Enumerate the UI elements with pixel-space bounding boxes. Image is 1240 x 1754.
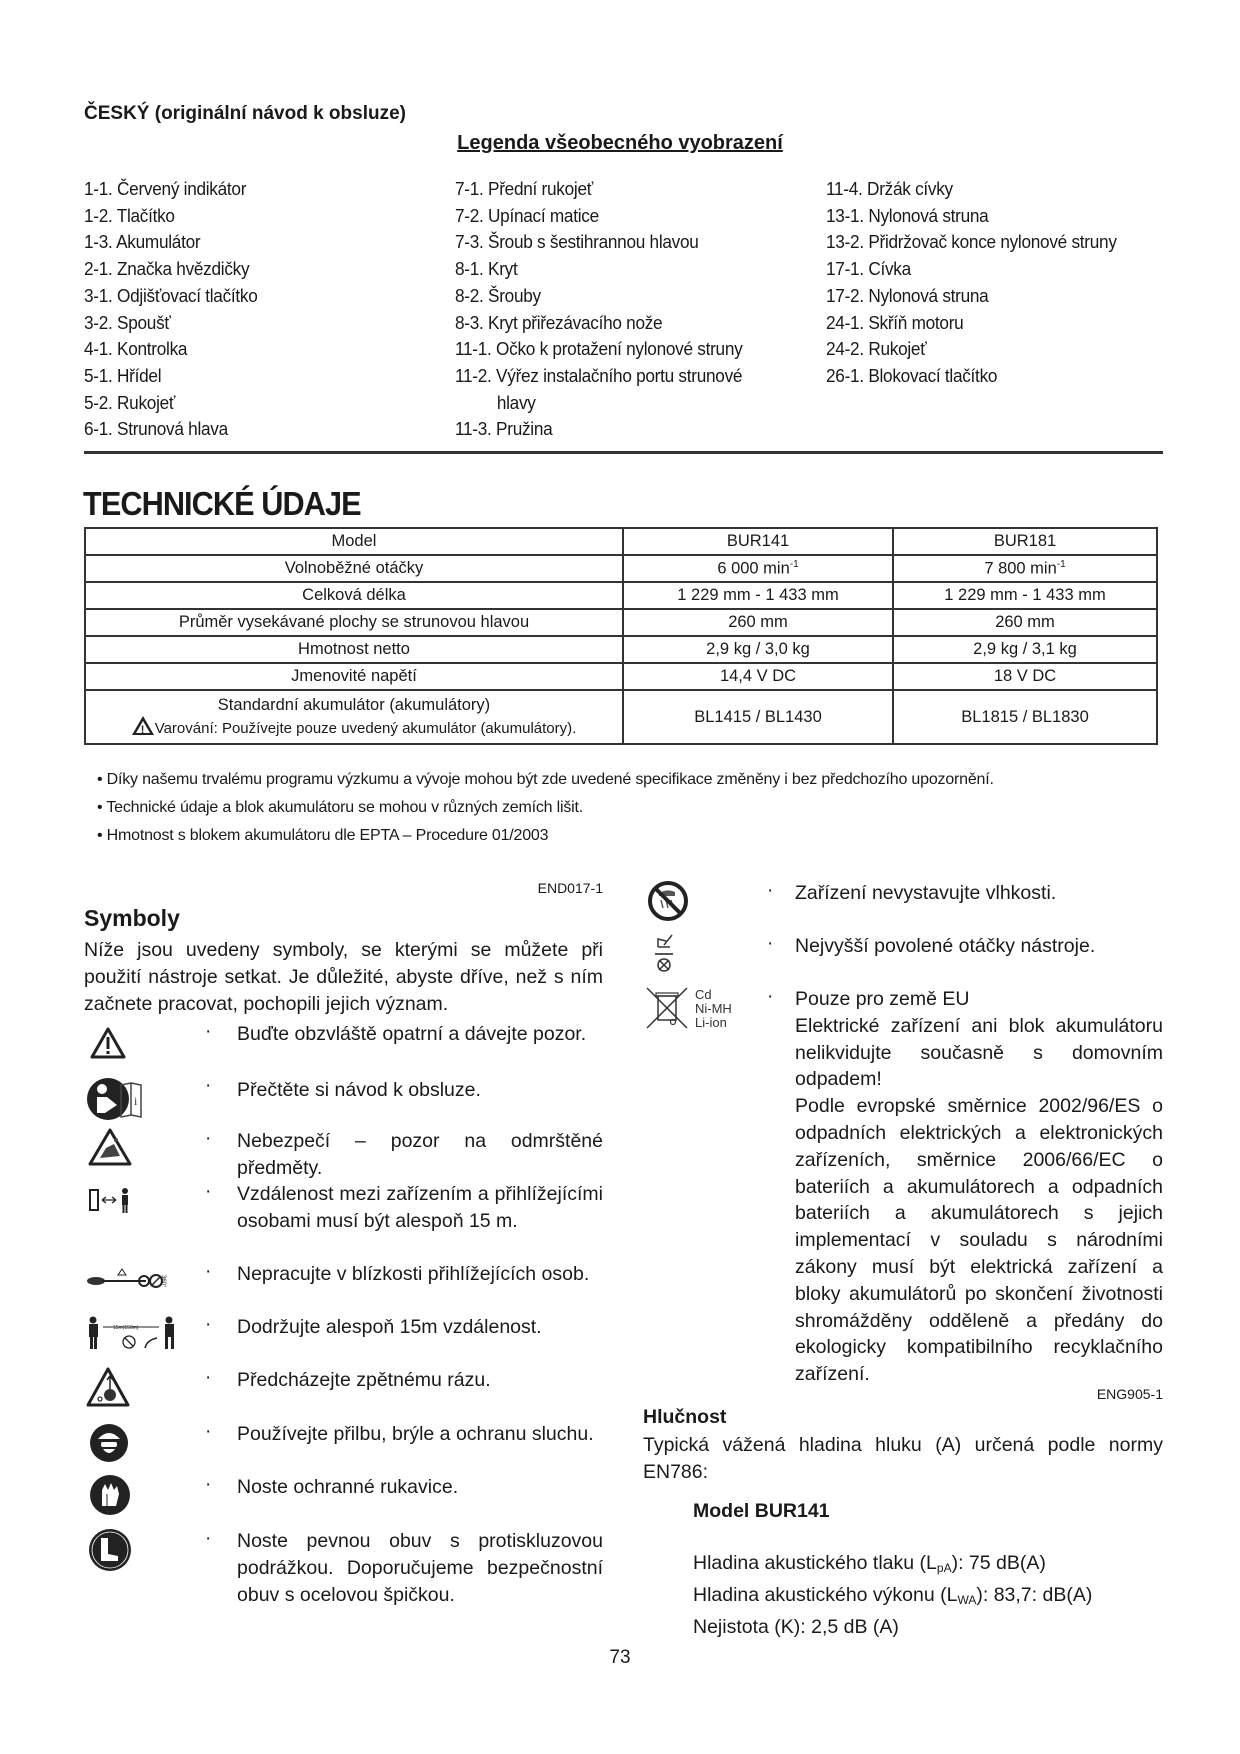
language-title: ČESKÝ (originální návod k obsluze)	[84, 103, 406, 124]
bullet: ·	[205, 1128, 212, 1149]
table-row	[85, 609, 1157, 636]
table-cell-label: Volnoběžné otáčky	[85, 555, 623, 582]
table-cell-label: Celková délka	[85, 582, 623, 609]
legend-item: 7-2. Upínací matice	[455, 204, 599, 226]
battery-chemistry-labels	[695, 988, 732, 1030]
legend-item: 17-2. Nylonová struna	[826, 284, 989, 306]
bullet: ·	[767, 880, 774, 901]
read-manual-icon	[87, 1075, 143, 1123]
noise-line: Hladina akustického tlaku $(L_{pA})$: 75 dB(A)	[693, 1552, 1046, 1575]
symbol-text: Dodržujte alespoň 15m vzdálenost.	[237, 1316, 542, 1338]
legend-item: 5-2. Rukojeť	[84, 391, 176, 413]
legend-item: 1-1. Červený indikátor	[84, 178, 247, 199]
directive-text: Podle evropské směrnice 2002/96/ES o odpadních elektrických a elektronických zařízeních, směrnice 2006/66/EC o bateriích a akumulátorech a odpadních bateriích a akumulátorech s jejich implementací v souladu s národními zákony musí být elektrická zařízení a bloky akumulátorů po skončení životnosti shromážděny odděleně a předány do ekologicky kompatibilního recyklačního zařízení.	[795, 1095, 1163, 1386]
symbol-text: Předcházejte zpětnému rázu.	[237, 1369, 491, 1391]
table-row	[85, 663, 1157, 690]
table-header-cell: BUR141	[623, 528, 893, 555]
cell-superscript: -1	[1056, 558, 1066, 570]
bullet: ·	[767, 986, 774, 1007]
bullet: ·	[205, 1474, 212, 1495]
legend-item: 2-1. Značka hvězdičky	[84, 258, 250, 280]
table-cell: 14,4 V DC	[623, 663, 893, 690]
label-cd: Cd	[695, 987, 712, 1002]
section-code: ENG905-1	[1096, 1386, 1163, 1402]
symbols-title: Symboly	[84, 905, 180, 931]
bullet: ·	[205, 1261, 212, 1282]
helmet-goggles-ear-icon	[89, 1423, 129, 1463]
table-cell-label: Hmotnost netto	[85, 636, 623, 663]
symbol-text: Nepracujte v blízkosti přihlížejících osob.	[237, 1263, 590, 1285]
symbols-intro: Níže jsou uvedeny symboly, se kterými se můžete při použití nástroje setkat. Je důležité, abyste dříve, než s ním začnete pracovat, pochopili jejich význam.	[84, 939, 603, 1015]
legend-title	[0, 132, 1240, 155]
keep-15m-icon	[87, 1316, 183, 1350]
cell-value: 7 800 min	[984, 559, 1057, 578]
noise-intro: Typická vážená hladina hluku (A) určená podle normy EN786:	[643, 1434, 1163, 1483]
legend-item: 24-1. Skříň motoru	[826, 311, 964, 333]
table-cell: BL1415 / BL1430	[623, 690, 893, 744]
noise-values	[693, 1550, 1092, 1640]
legend-item: 11-1. Očko k protažení nylonové struny	[455, 338, 743, 360]
noise-line: Nejistota (K): 2,5 dB (A)	[693, 1615, 899, 1638]
table-cell: 18 V DC	[893, 663, 1157, 690]
spec-note: • Díky našemu trvalému programu výzkumu a vývoje mohou být zde uvedené specifikace změněny i bez předchozího upozornění.	[97, 771, 994, 788]
symbol-text: Používejte přilbu, brýle a ochranu sluchu.	[237, 1423, 594, 1445]
max-speed-icon	[652, 933, 678, 977]
spec-note: • Technické údaje a blok akumulátoru se mohou v různých zemích lišit.	[97, 799, 583, 816]
table-cell: 260 mm	[893, 609, 1157, 636]
svg-text:360°: 360°	[160, 1275, 166, 1288]
legend-item: 7-1. Přední rukojeť	[455, 178, 593, 199]
legend-item: 3-2. Spoušť	[84, 311, 171, 333]
cell-value: 6 000 min	[717, 559, 790, 578]
spec-table	[84, 527, 1158, 745]
thrown-objects-icon	[88, 1128, 132, 1166]
legend-item: 1-3. Akumulátor	[84, 231, 201, 253]
symbol-text: Vzdálenost mezi zařízením a přihlížejícími osobami musí být alespoň 15 m.	[237, 1183, 603, 1232]
battery-warning	[86, 716, 622, 739]
legend-item: 4-1. Kontrolka	[84, 338, 188, 360]
table-cell: 2,9 kg / 3,0 kg	[623, 636, 893, 663]
boots-icon	[88, 1528, 132, 1572]
label-nimh: Ni-MH	[695, 1001, 732, 1016]
legend-item: 17-1. Cívka	[826, 258, 911, 280]
symbol-text: Buďte obzvláště opatrní a dávejte pozor.	[237, 1023, 587, 1045]
table-cell-label	[85, 690, 623, 744]
noise-model: Model BUR141	[693, 1500, 830, 1522]
svg-text:i: i	[134, 1094, 138, 1108]
bullet: ·	[205, 1021, 212, 1042]
kickback-icon	[86, 1367, 130, 1407]
no-rain-icon	[647, 880, 689, 922]
bullet: ·	[205, 1367, 212, 1388]
legend-item: 5-1. Hřídel	[84, 364, 162, 386]
tech-specs-title: TECHNICKÉ ÚDAJE	[83, 485, 361, 522]
legend-column-2	[455, 176, 742, 443]
table-row	[85, 528, 1157, 555]
legend-item: 11-4. Držák cívky	[826, 178, 953, 199]
table-cell: BL1815 / BL1830	[893, 690, 1157, 744]
legend-item-continuation: hlavy	[496, 391, 536, 413]
noise-line: Hladina akustického výkonu $(L_{WA})$: 83,7: dB(A)	[693, 1583, 1093, 1607]
table-row	[85, 636, 1157, 663]
symbol-text: Noste ochranné rukavice.	[237, 1476, 459, 1498]
section-code: END017-1	[537, 880, 603, 896]
warning-triangle-icon	[132, 716, 154, 735]
table-cell: 1 229 mm - 1 433 mm	[623, 582, 893, 609]
table-cell: 260 mm	[623, 609, 893, 636]
table-cell: 2,9 kg / 3,1 kg	[893, 636, 1157, 663]
legend-item: 1-2. Tlačítko	[84, 204, 175, 226]
table-header-cell: BUR181	[893, 528, 1157, 555]
table-row	[85, 555, 1157, 582]
legend-item: 6-1. Strunová hlava	[84, 418, 228, 440]
table-cell: 1 229 mm - 1 433 mm	[893, 582, 1157, 609]
bullet: ·	[205, 1075, 212, 1096]
legend-item: 3-1. Odjišťovací tlačítko	[84, 284, 258, 306]
bullet: ·	[205, 1314, 212, 1335]
distance-label: 15m(150m)	[113, 1325, 139, 1331]
symbol-text: Zařízení nevystavujte vlhkosti.	[795, 882, 1057, 904]
bullet: ·	[767, 933, 774, 954]
wheelie-bin-crossed-icon	[645, 986, 689, 1030]
battery-label: Standardní akumulátor (akumulátory)	[217, 696, 491, 714]
legend-item: 7-3. Šroub s šestihrannou hlavou	[455, 231, 699, 253]
spec-note: • Hmotnost s blokem akumulátoru dle EPTA – Procedure 01/2003	[97, 827, 549, 844]
battery-warning-text: Varování: Používejte pouze uvedený akumulátor (akumulátory).	[154, 720, 577, 737]
label-liion: Li-ion	[695, 1015, 727, 1030]
table-cell-label: Průměr vysekávané plochy se strunovou hlavou	[85, 609, 623, 636]
bystanders-icon	[86, 1265, 170, 1289]
symbol-text: Přečtěte si návod k obsluze.	[237, 1079, 481, 1101]
table-header-cell: Model	[85, 528, 623, 555]
cell-superscript: -1	[789, 558, 799, 570]
legend-item: 8-1. Kryt	[455, 258, 518, 280]
page-number: 73	[609, 1647, 631, 1668]
legend-column-3	[826, 176, 1117, 390]
bullet: ·	[205, 1181, 212, 1202]
legend-item: 8-2. Šrouby	[455, 284, 541, 306]
bullet: ·	[205, 1421, 212, 1442]
legend-item: 24-2. Rukojeť	[826, 338, 927, 360]
gloves-icon	[89, 1474, 131, 1516]
legend-item: 11-2. Výřez instalačního portu strunové	[455, 364, 743, 386]
legend-item: 26-1. Blokovací tlačítko	[826, 364, 998, 386]
bullet: ·	[205, 1528, 212, 1549]
legend-title-text: Legenda všeobecného vyobrazení	[457, 132, 783, 154]
legend-column-1	[84, 176, 258, 443]
symbol-text: Nebezpečí – pozor na odmrštěné předměty.	[237, 1130, 603, 1179]
table-row	[85, 582, 1157, 609]
legend-item: 13-1. Nylonová struna	[826, 204, 989, 226]
symbol-text: Nejvyšší povolené otáčky nástroje.	[795, 935, 1096, 957]
table-cell	[623, 555, 893, 582]
legend-item: 11-3. Pružina	[455, 418, 553, 440]
section-divider	[84, 451, 1163, 454]
legend-item: 8-3. Kryt přiřezávacího nože	[455, 311, 663, 333]
disposal-text: Elektrické zařízení ani blok akumulátoru nelikvidujte současně s domovním odpadem!	[795, 1014, 1163, 1091]
warning-triangle-icon	[90, 1027, 126, 1059]
symbol-text	[795, 986, 1163, 1388]
distance-icon	[89, 1187, 141, 1213]
legend-item: 13-2. Přidržovač konce nylonové struny	[826, 231, 1117, 253]
table-row	[85, 690, 1157, 744]
eu-only-title: Pouze pro země EU	[795, 988, 970, 1010]
noise-title: Hlučnost	[643, 1406, 727, 1428]
symbol-text: Noste pevnou obuv s protiskluzovou podrážkou. Doporučujeme bezpečnostní obuv s ocelovou špičkou.	[237, 1530, 603, 1606]
table-cell	[893, 555, 1157, 582]
table-cell-label: Jmenovité napětí	[85, 663, 623, 690]
